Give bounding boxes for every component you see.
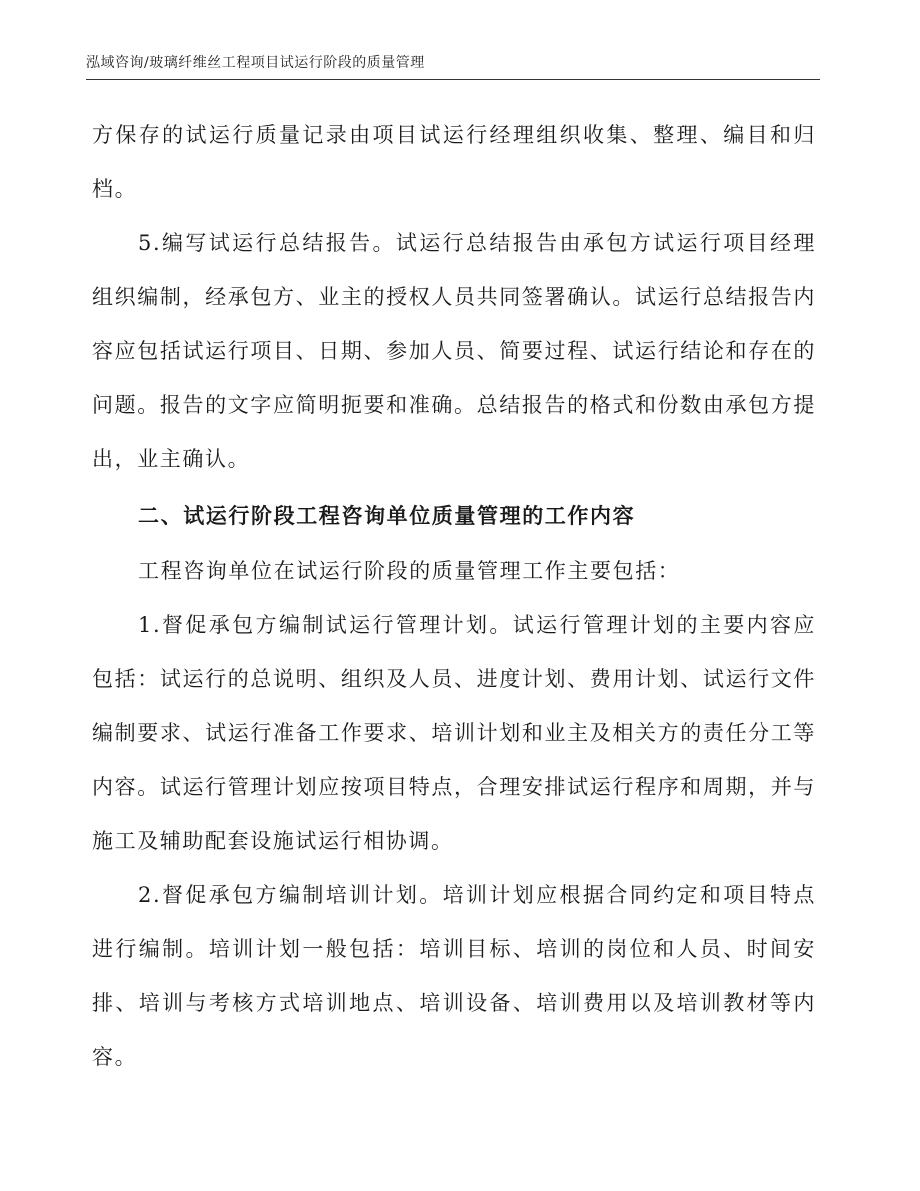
paragraph-management-plan: 1.督促承包方编制试运行管理计划。试运行管理计划的主要内容应包括：试运行的总说明、组织及人员、进度计划、费用计划、试运行文件编制要求、试运行准备工作要求、培训计划和业主及相关方的责任分工等内容。试运行管理计划应按项目特点，合理安排试运行程序和周期，并与施工及辅助配套设施试运行相协调。: [92, 613, 816, 853]
section-heading: 二、试运行阶段工程咨询单位质量管理的工作内容: [138, 503, 636, 528]
header-divider: [86, 79, 820, 80]
running-header: 泓域咨询/玻璃纤维丝工程项目试运行阶段的质量管理: [86, 55, 425, 71]
paragraph-intro: 工程咨询单位在试运行阶段的质量管理工作主要包括：: [138, 559, 681, 583]
document-body: [92, 108, 816, 1084]
paragraph-training-plan: 2.督促承包方编制培训计划。培训计划应根据合同约定和项目特点进行编制。培训计划一般包括：培训目标、培训的岗位和人员、时间安排、培训与考核方式培训地点、培训设备、培训费用以及培训教材等内容。: [92, 883, 816, 1069]
paragraph-summary-report: 5.编写试运行总结报告。试运行总结报告由承包方试运行项目经理组织编制，经承包方、业主的授权人员共同签署确认。试运行总结报告内容应包括试运行项目、日期、参加人员、简要过程、试运行结论和存在的问题。报告的文字应简明扼要和准确。总结报告的格式和份数由承包方提出，业主确认。: [92, 231, 816, 471]
paragraph-archiving: 方保存的试运行质量记录由项目试运行经理组织收集、整理、编目和归档。: [92, 123, 816, 201]
